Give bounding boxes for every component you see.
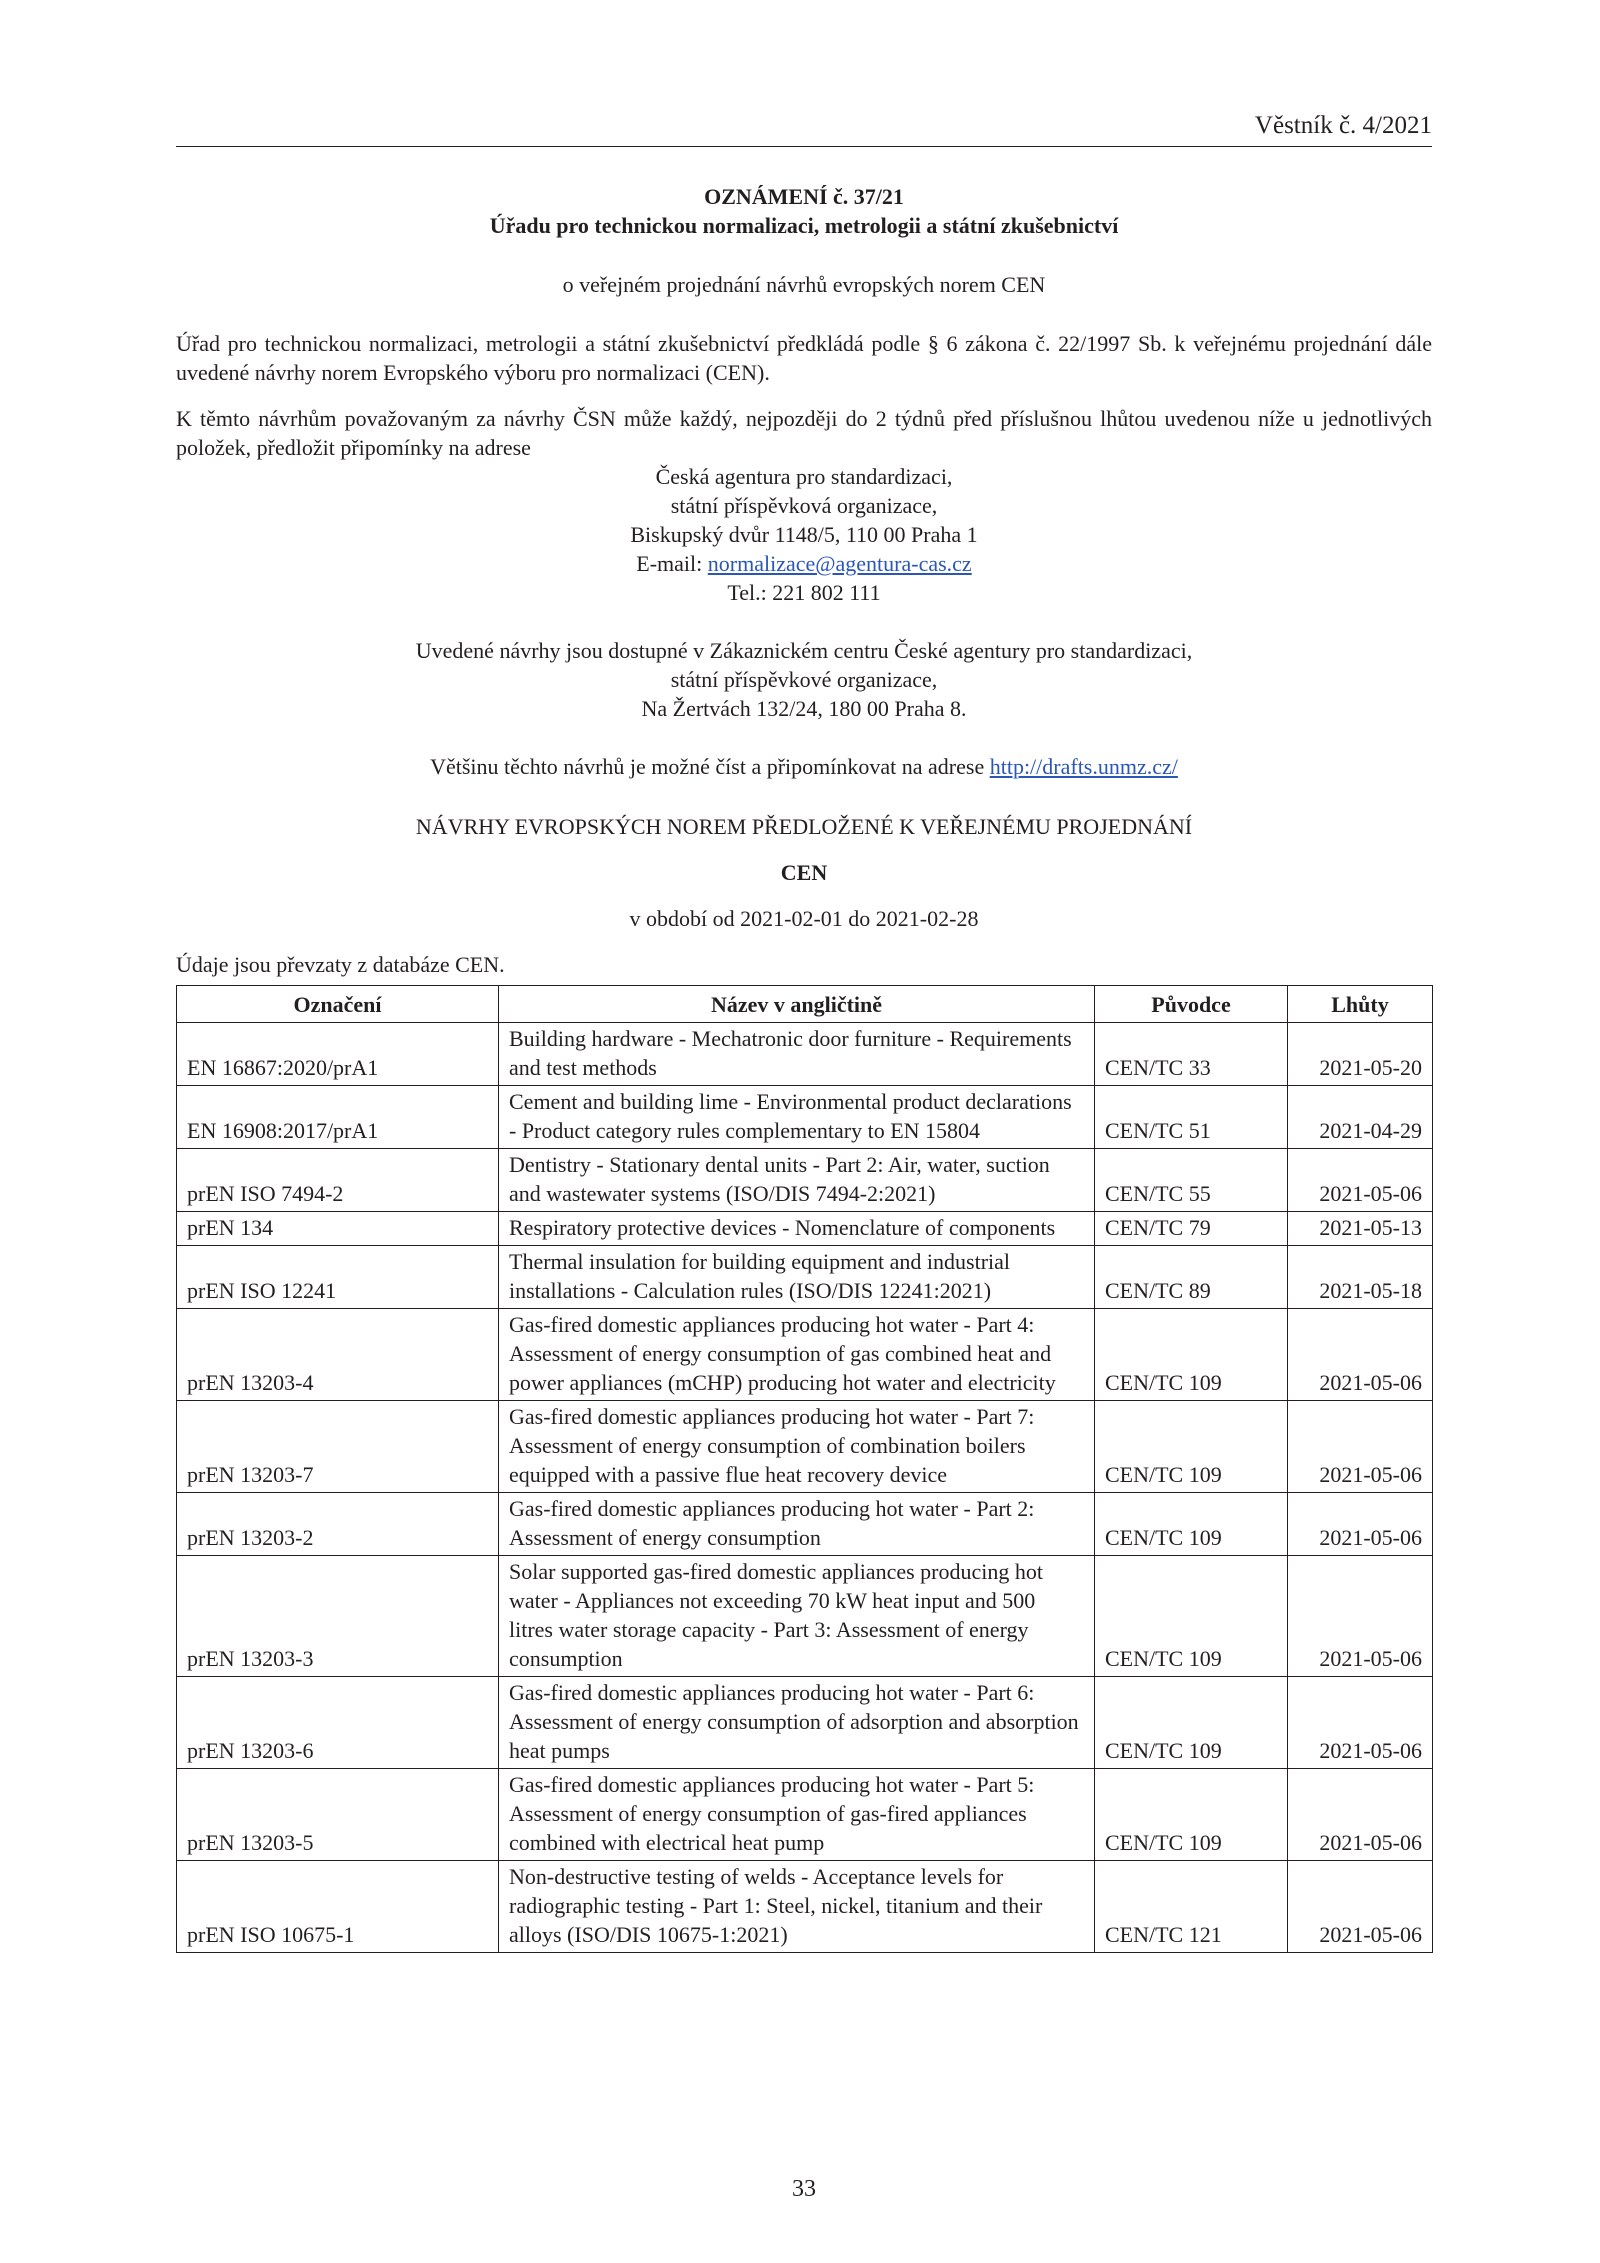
email-label: E-mail: <box>636 551 708 576</box>
section-title: NÁVRHY EVROPSKÝCH NOREM PŘEDLOŽENÉ K VEŘEJNÉMU PROJEDNÁNÍ <box>415 814 1193 839</box>
standard-origin: CEN/TC 79 <box>1095 1212 1288 1246</box>
standard-origin: CEN/TC 55 <box>1095 1149 1288 1212</box>
standard-title: Gas-fired domestic appliances producing hot water - Part 6: Assessment of energy consumption of adsorption and absorption heat pumps <box>499 1677 1095 1769</box>
column-header-title: Název v angličtině <box>499 986 1095 1023</box>
availability-line-3: Na Žertvách 132/24, 180 00 Praha 8. <box>641 696 967 721</box>
standard-deadline: 2021-05-06 <box>1288 1401 1433 1493</box>
table-row <box>177 1023 1433 1086</box>
standard-code: prEN 13203-5 <box>177 1769 499 1861</box>
availability-line-1: Uvedené návrhy jsou dostupné v Zákaznickém centru České agentury pro standardizaci, <box>415 638 1193 663</box>
email-link[interactable]: normalizace@agentura-cas.cz <box>707 551 972 576</box>
table-row <box>177 1556 1433 1677</box>
standard-code: prEN ISO 12241 <box>177 1246 499 1309</box>
document-page <box>176 0 1432 2263</box>
standard-origin: CEN/TC 109 <box>1095 1769 1288 1861</box>
standard-code: EN 16867:2020/prA1 <box>177 1023 499 1086</box>
standard-deadline: 2021-04-29 <box>1288 1086 1433 1149</box>
drafts-text: Většinu těchto návrhů je možné číst a připomínkovat na adrese <box>430 754 990 779</box>
standard-title: Solar supported gas-fired domestic appliances producing hot water - Appliances not exceeding 70 kW heat input and 500 litres water storage capacity - Part 3: Assessment of energy consumption <box>499 1556 1095 1677</box>
standard-deadline: 2021-05-20 <box>1288 1023 1433 1086</box>
standard-origin: CEN/TC 109 <box>1095 1556 1288 1677</box>
standard-deadline: 2021-05-18 <box>1288 1246 1433 1309</box>
standard-origin: CEN/TC 89 <box>1095 1246 1288 1309</box>
column-header-deadline: Lhůty <box>1288 986 1433 1023</box>
period: v období od 2021-02-01 do 2021-02-28 <box>629 906 979 931</box>
table-row <box>177 1149 1433 1212</box>
bulletin-header: Věstník č. 4/2021 <box>1254 112 1432 139</box>
column-header-origin: Původce <box>1095 986 1288 1023</box>
table-row <box>177 1401 1433 1493</box>
standard-deadline: 2021-05-06 <box>1288 1149 1433 1212</box>
source-note: Údaje jsou převzaty z databáze CEN. <box>176 952 505 977</box>
table-row <box>177 1309 1433 1401</box>
standard-deadline: 2021-05-06 <box>1288 1556 1433 1677</box>
standard-title: Gas-fired domestic appliances producing hot water - Part 7: Assessment of energy consumption of combination boilers equipped with a passive flue heat recovery device <box>499 1401 1095 1493</box>
standard-title: Gas-fired domestic appliances producing hot water - Part 2: Assessment of energy consumption <box>499 1493 1095 1556</box>
standard-code: prEN ISO 7494-2 <box>177 1149 499 1212</box>
standard-deadline: 2021-05-06 <box>1288 1769 1433 1861</box>
standard-title: Cement and building lime - Environmental product declarations - Product category rules complementary to EN 15804 <box>499 1086 1095 1149</box>
standard-title: Thermal insulation for building equipment and industrial installations - Calculation rules (ISO/DIS 12241:2021) <box>499 1246 1095 1309</box>
standard-origin: CEN/TC 109 <box>1095 1493 1288 1556</box>
page-number: 33 <box>792 2176 816 2202</box>
address-line-1: Česká agentura pro standardizaci, <box>655 464 953 489</box>
standard-title: Building hardware - Mechatronic door furniture - Requirements and test methods <box>499 1023 1095 1086</box>
column-header-code: Označení <box>177 986 499 1023</box>
address-line-3: Biskupský dvůr 1148/5, 110 00 Praha 1 <box>630 522 978 547</box>
comments-paragraph: K těmto návrhům považovaným za návrhy ČSN může každý, nejpozději do 2 týdnů před příslušnou lhůtou uvedenou níže u jednotlivých položek, předložit připomínky na adrese <box>176 406 1432 460</box>
drafts-link[interactable]: http://drafts.unmz.cz/ <box>989 754 1178 779</box>
table-row <box>177 1769 1433 1861</box>
standard-deadline: 2021-05-06 <box>1288 1677 1433 1769</box>
header-rule <box>176 146 1432 147</box>
table-row <box>177 1861 1433 1953</box>
address-email-line <box>176 549 1432 578</box>
standard-origin: CEN/TC 109 <box>1095 1309 1288 1401</box>
notice-subject: o veřejném projednání návrhů evropských norem CEN <box>562 272 1046 297</box>
availability-line-2: státní příspěvkové organizace, <box>670 667 938 692</box>
organization-name: CEN <box>780 860 828 885</box>
address-line-2: státní příspěvková organizace, <box>670 493 938 518</box>
table-row <box>177 1086 1433 1149</box>
standard-code: EN 16908:2017/prA1 <box>177 1086 499 1149</box>
standard-deadline: 2021-05-06 <box>1288 1861 1433 1953</box>
drafts-line <box>176 752 1432 781</box>
standard-title: Dentistry - Stationary dental units - Part 2: Air, water, suction and wastewater systems (ISO/DIS 7494-2:2021) <box>499 1149 1095 1212</box>
standard-code: prEN 13203-7 <box>177 1401 499 1493</box>
standard-title: Gas-fired domestic appliances producing hot water - Part 5: Assessment of energy consumption of gas-fired appliances combined with electrical heat pump <box>499 1769 1095 1861</box>
table-row <box>177 1246 1433 1309</box>
standard-code: prEN 13203-6 <box>177 1677 499 1769</box>
table-row <box>177 1493 1433 1556</box>
notice-issuer: Úřadu pro technickou normalizaci, metrologii a státní zkušebnictví <box>489 213 1119 238</box>
standard-code: prEN 134 <box>177 1212 499 1246</box>
standard-code: prEN ISO 10675-1 <box>177 1861 499 1953</box>
intro-paragraph: Úřad pro technickou normalizaci, metrologii a státní zkušebnictví předkládá podle § 6 zákona č. 22/1997 Sb. k veřejnému projednání dále uvedené návrhy norem Evropského výboru pro normalizaci (CEN). <box>176 331 1432 385</box>
table-row <box>177 1212 1433 1246</box>
standard-deadline: 2021-05-06 <box>1288 1309 1433 1401</box>
standards-table <box>176 985 1433 1953</box>
standard-origin: CEN/TC 121 <box>1095 1861 1288 1953</box>
standard-origin: CEN/TC 109 <box>1095 1677 1288 1769</box>
notice-title: OZNÁMENÍ č. 37/21 <box>704 184 904 209</box>
standard-code: prEN 13203-3 <box>177 1556 499 1677</box>
standard-title: Non-destructive testing of welds - Acceptance levels for radiographic testing - Part 1: Steel, nickel, titanium and their alloys (ISO/DIS 10675-1:2021) <box>499 1861 1095 1953</box>
standard-title: Gas-fired domestic appliances producing hot water - Part 4: Assessment of energy consumption of gas combined heat and power appliances (mCHP) producing hot water and electricity <box>499 1309 1095 1401</box>
standard-origin: CEN/TC 109 <box>1095 1401 1288 1493</box>
address-phone: Tel.: 221 802 111 <box>727 580 881 605</box>
standard-deadline: 2021-05-13 <box>1288 1212 1433 1246</box>
standard-code: prEN 13203-2 <box>177 1493 499 1556</box>
table-header-row <box>177 986 1433 1023</box>
standard-deadline: 2021-05-06 <box>1288 1493 1433 1556</box>
standard-code: prEN 13203-4 <box>177 1309 499 1401</box>
standard-title: Respiratory protective devices - Nomenclature of components <box>499 1212 1095 1246</box>
standard-origin: CEN/TC 51 <box>1095 1086 1288 1149</box>
table-row <box>177 1677 1433 1769</box>
standard-origin: CEN/TC 33 <box>1095 1023 1288 1086</box>
